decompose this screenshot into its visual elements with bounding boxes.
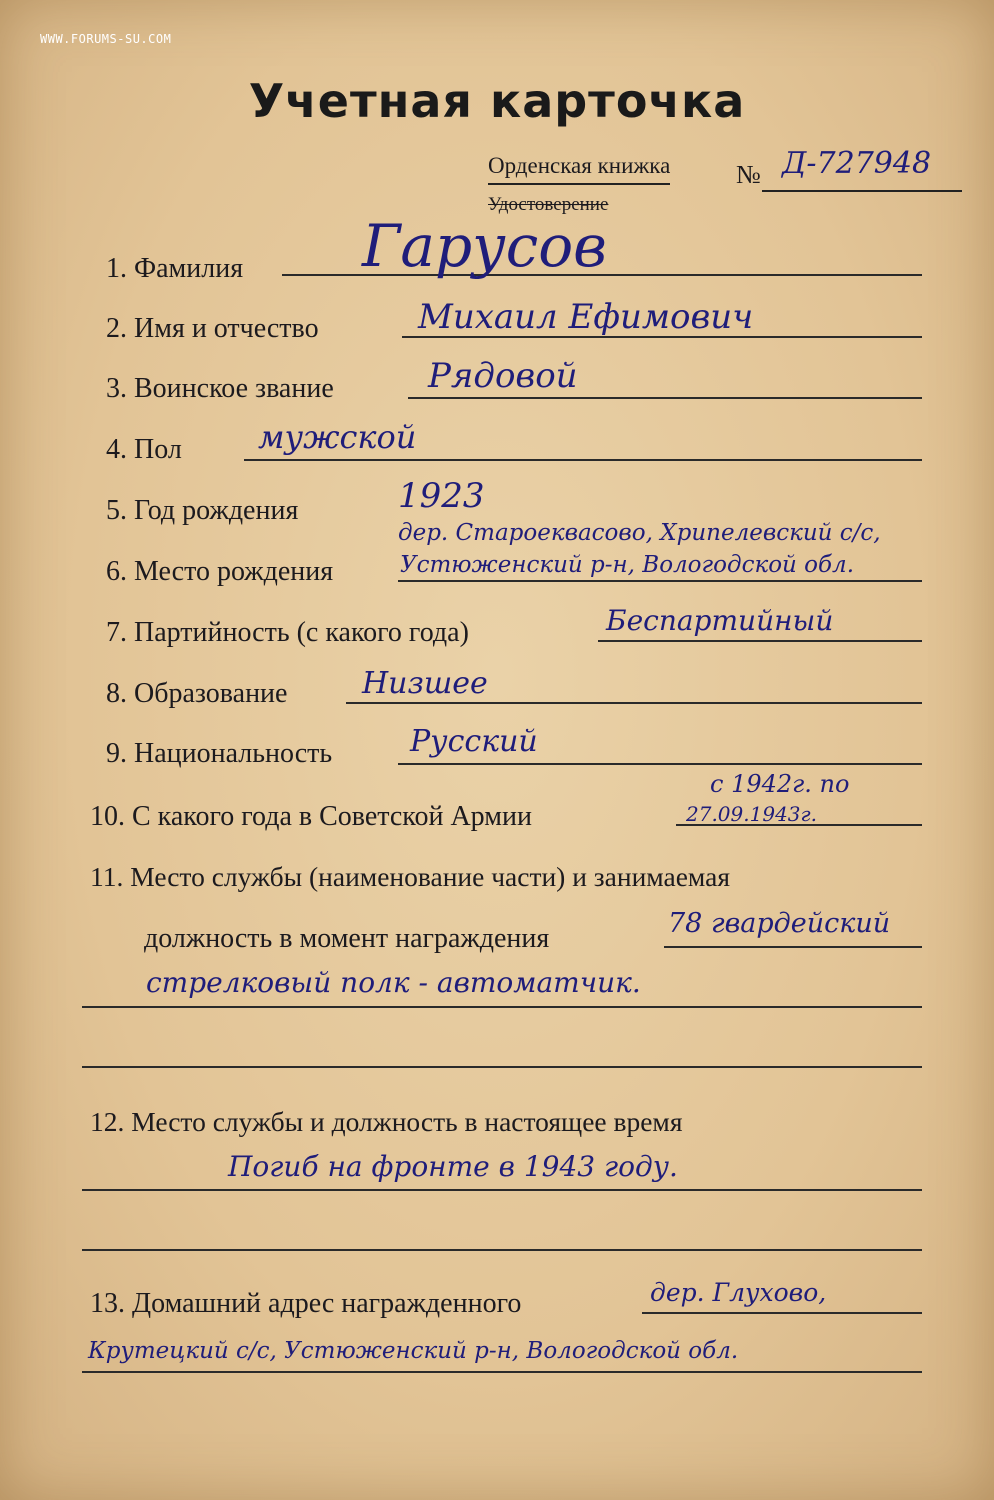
- field-birth-year-label: 5. Год рождения: [106, 495, 299, 526]
- field-surname-value: Гарусов: [362, 212, 607, 280]
- field-home-address-line1: [642, 1312, 922, 1314]
- field-current-service-line1: [82, 1189, 922, 1191]
- field-party-label: 7. Партийность (с какого года): [106, 617, 469, 648]
- field-service-line3: [82, 1066, 922, 1068]
- field-birth-year-value: 1923: [398, 476, 485, 516]
- field-party-value: Беспартийный: [606, 604, 834, 637]
- field-birthplace-value-line2: Устюженский р-н, Вологодской обл.: [400, 552, 855, 578]
- field-sex-value: мужской: [258, 418, 417, 456]
- field-name-value: Михаил Ефимович: [418, 297, 754, 337]
- field-nationality-line: [398, 763, 922, 765]
- field-army-since-label: 10. С какого года в Советской Армии: [90, 801, 532, 832]
- field-service-value-line1: 78 гвардейский: [668, 908, 891, 939]
- card-title: Учетная карточка: [248, 74, 746, 128]
- field-birthplace-label: 6. Место рождения: [106, 556, 334, 587]
- field-home-address-value-line1: дер. Глухово,: [650, 1278, 827, 1307]
- document-number-value: Д-727948: [782, 146, 932, 181]
- field-home-address-value-line2: Крутецкий с/с, Устюженский р-н, Вологодской обл.: [88, 1338, 739, 1364]
- field-army-since-value-line2: 27.09.1943г.: [686, 802, 817, 826]
- field-service-value-line2: стрелковый полк - автоматчик.: [146, 966, 641, 999]
- field-current-service-line2: [82, 1249, 922, 1251]
- field-home-address-label: 13. Домашний адрес награжденного: [90, 1288, 522, 1319]
- field-name-label: 2. Имя и отчество: [106, 313, 319, 344]
- field-rank-label: 3. Воинское звание: [106, 373, 334, 404]
- field-birthplace-line: [398, 580, 922, 582]
- field-education-value: Низшее: [362, 666, 488, 701]
- watermark: WWW.FORUMS-SU.COM: [40, 32, 172, 46]
- field-service-line1: [664, 946, 922, 948]
- field-education-label: 8. Образование: [106, 678, 288, 709]
- field-current-service-label: 12. Место службы и должность в настоящее время: [90, 1106, 683, 1137]
- field-service-label-line2: должность в момент награждения: [144, 923, 550, 954]
- field-army-since-value-line1: с 1942г. по: [710, 770, 850, 798]
- field-current-service-value: Погиб на фронте в 1943 году.: [228, 1150, 678, 1183]
- field-nationality-value: Русский: [410, 724, 538, 759]
- field-service-line2: [82, 1006, 922, 1008]
- field-nationality-label: 9. Национальность: [106, 738, 333, 769]
- field-education-line: [346, 702, 922, 704]
- field-sex-label: 4. Пол: [106, 434, 182, 465]
- field-home-address-line2: [82, 1371, 922, 1373]
- field-rank-line: [408, 397, 922, 399]
- number-sign: №: [736, 160, 761, 189]
- field-party-line: [598, 640, 922, 642]
- number-underline: [762, 190, 962, 192]
- field-surname-label: 1. Фамилия: [106, 253, 244, 284]
- document-type-label: Орденская книжка: [488, 153, 670, 179]
- field-birthplace-value-line1: дер. Староеквасово, Хрипелевский с/с,: [398, 520, 881, 546]
- field-sex-line: [244, 459, 922, 461]
- field-rank-value: Рядовой: [428, 356, 578, 396]
- document-type-alt-struck: Удостоверение: [488, 194, 609, 215]
- field-service-label-line1: 11. Место службы (наименование части) и занимаемая: [90, 861, 731, 892]
